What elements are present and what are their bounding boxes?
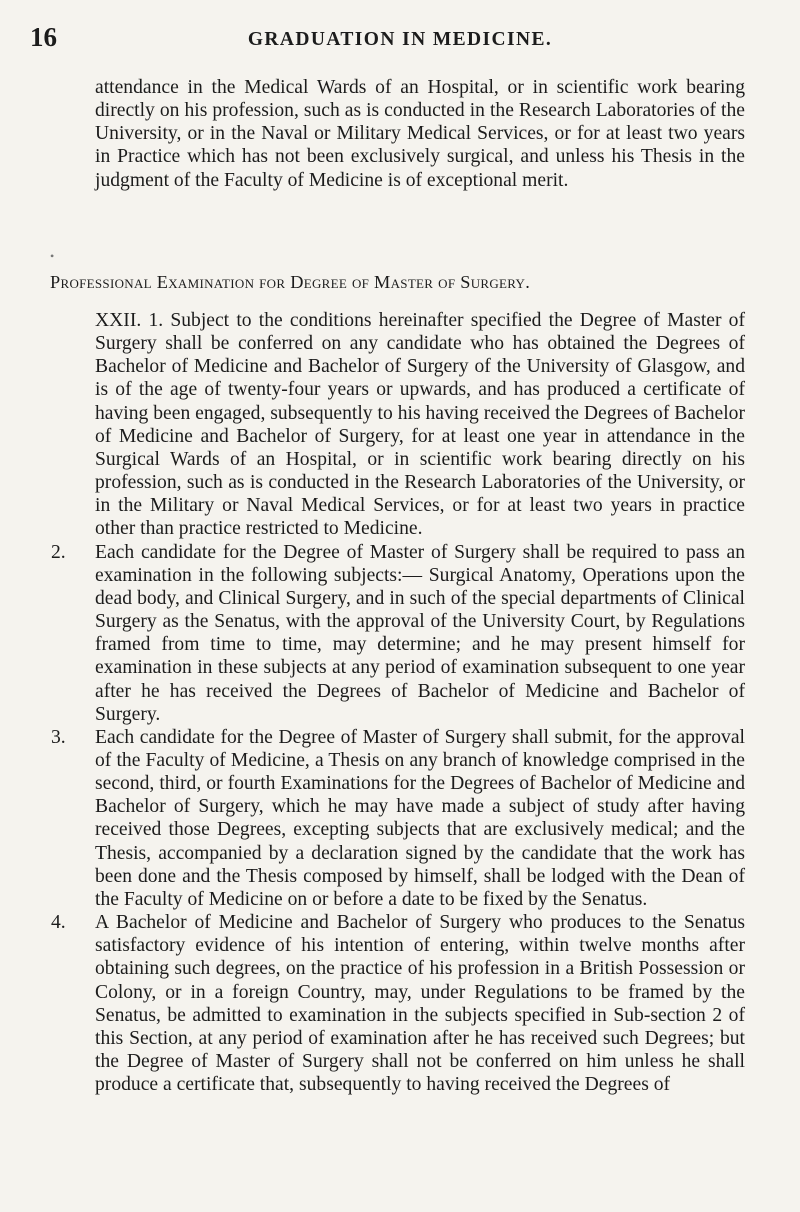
subsection-item (51, 911, 745, 1096)
subsection-number: 3. (51, 726, 66, 748)
subsection-list (51, 309, 746, 1096)
subsection-item (51, 541, 745, 726)
subsection-text: Each candidate for the Degree of Master of Surgery shall be required to pass an examination in the following subjects:— Surgical Anatomy, Operations upon the dead body, and Clinical Surgery, and in such of the special departments of Clinical Surgery as the Senatus, with the approval of the University Court, by Regulations framed from time to time, may determine; and he may present himself for examination in these subjects at any period of examination subsequent to one year after he has received the Degrees of Bachelor of Medicine and Bachelor of Surgery. (95, 541, 745, 725)
subsection-item (95, 309, 745, 541)
intro-paragraph-block (95, 76, 745, 192)
subsection-number: 2. (51, 541, 66, 563)
section-marker: • (50, 249, 55, 263)
subsection-text: Subject to the conditions hereinafter specified the Degree of Master of Surgery shall be conferred on any candidate who has obtained the Degrees of Bachelor of Medicine and Bachelor of Surgery of the University of Glasgow, and is of the age of twenty-four years or upwards, and has produced a certificate of having been engaged, subsequently to his having received the Degrees of Bachelor of Medicine and Bachelor of Surgery, for at least one year in attendance in the Surgical Wards of an Hospital, or in scientific work bearing directly on his profession, such as is conducted in the Research Laboratories of the University, or in the Military or Naval Medical Services, or for at least two years in practice other than practice restricted to Medicine. (95, 310, 746, 540)
page-header (30, 22, 770, 62)
subsection-item (51, 726, 745, 911)
subsection-paragraph (95, 309, 745, 541)
intro-paragraph: attendance in the Medical Wards of an Hospital, or in scientific work bearing directly on his profession, such as is conducted in the Research Laboratories of the University, or in the Naval or Military Medical Services, or for at least two years in Practice which has not been exclusively surgical, and unless his Thesis in the judgment of the Faculty of Medicine is of exceptional merit. (95, 77, 745, 191)
article-number: XXII. (95, 310, 142, 331)
subsection-text: Each candidate for the Degree of Master of Surgery shall submit, for the approval of the Faculty of Medicine, a Thesis on any branch of knowledge comprised in the second, third, or fourth Examinations for the Degrees of Bachelor of Medicine and Bachelor of Surgery, which he may have made a subject of study after having received those Degrees, excepting subjects that are exclusively medical; and the Thesis, accompanied by a declaration signed by the candidate that the work has been done and the Thesis composed by himself, shall be lodged with the Dean of the Faculty of Medicine on or before a date to be fixed by the Senatus. (95, 726, 745, 910)
running-title: GRADUATION IN MEDICINE. (247, 29, 553, 50)
subsection-number: 4. (51, 912, 66, 934)
page-number: 16 (30, 22, 57, 52)
subsection-text: A Bachelor of Medicine and Bachelor of Surgery who produces to the Senatus satisfactory evidence of his intention of entering, within twelve months after obtaining such degrees, on the practice of his profession in a British Possession or Colony, or in a foreign Country, may, under Regulations to be framed by the Senatus, be admitted to examination in the subjects specified in Sub-section 2 of this Section, at any period of examination after he has received such Degrees; but the Degree of Master of Surgery shall not be conferred on him unless he shall produce a certificate that, subsequently to having received the Degrees of (95, 912, 745, 1096)
subsection-number: 1. (148, 310, 164, 331)
section-heading (50, 272, 762, 293)
section-heading-text: Professional Examination for Degree of Master of Surgery. (50, 272, 531, 292)
